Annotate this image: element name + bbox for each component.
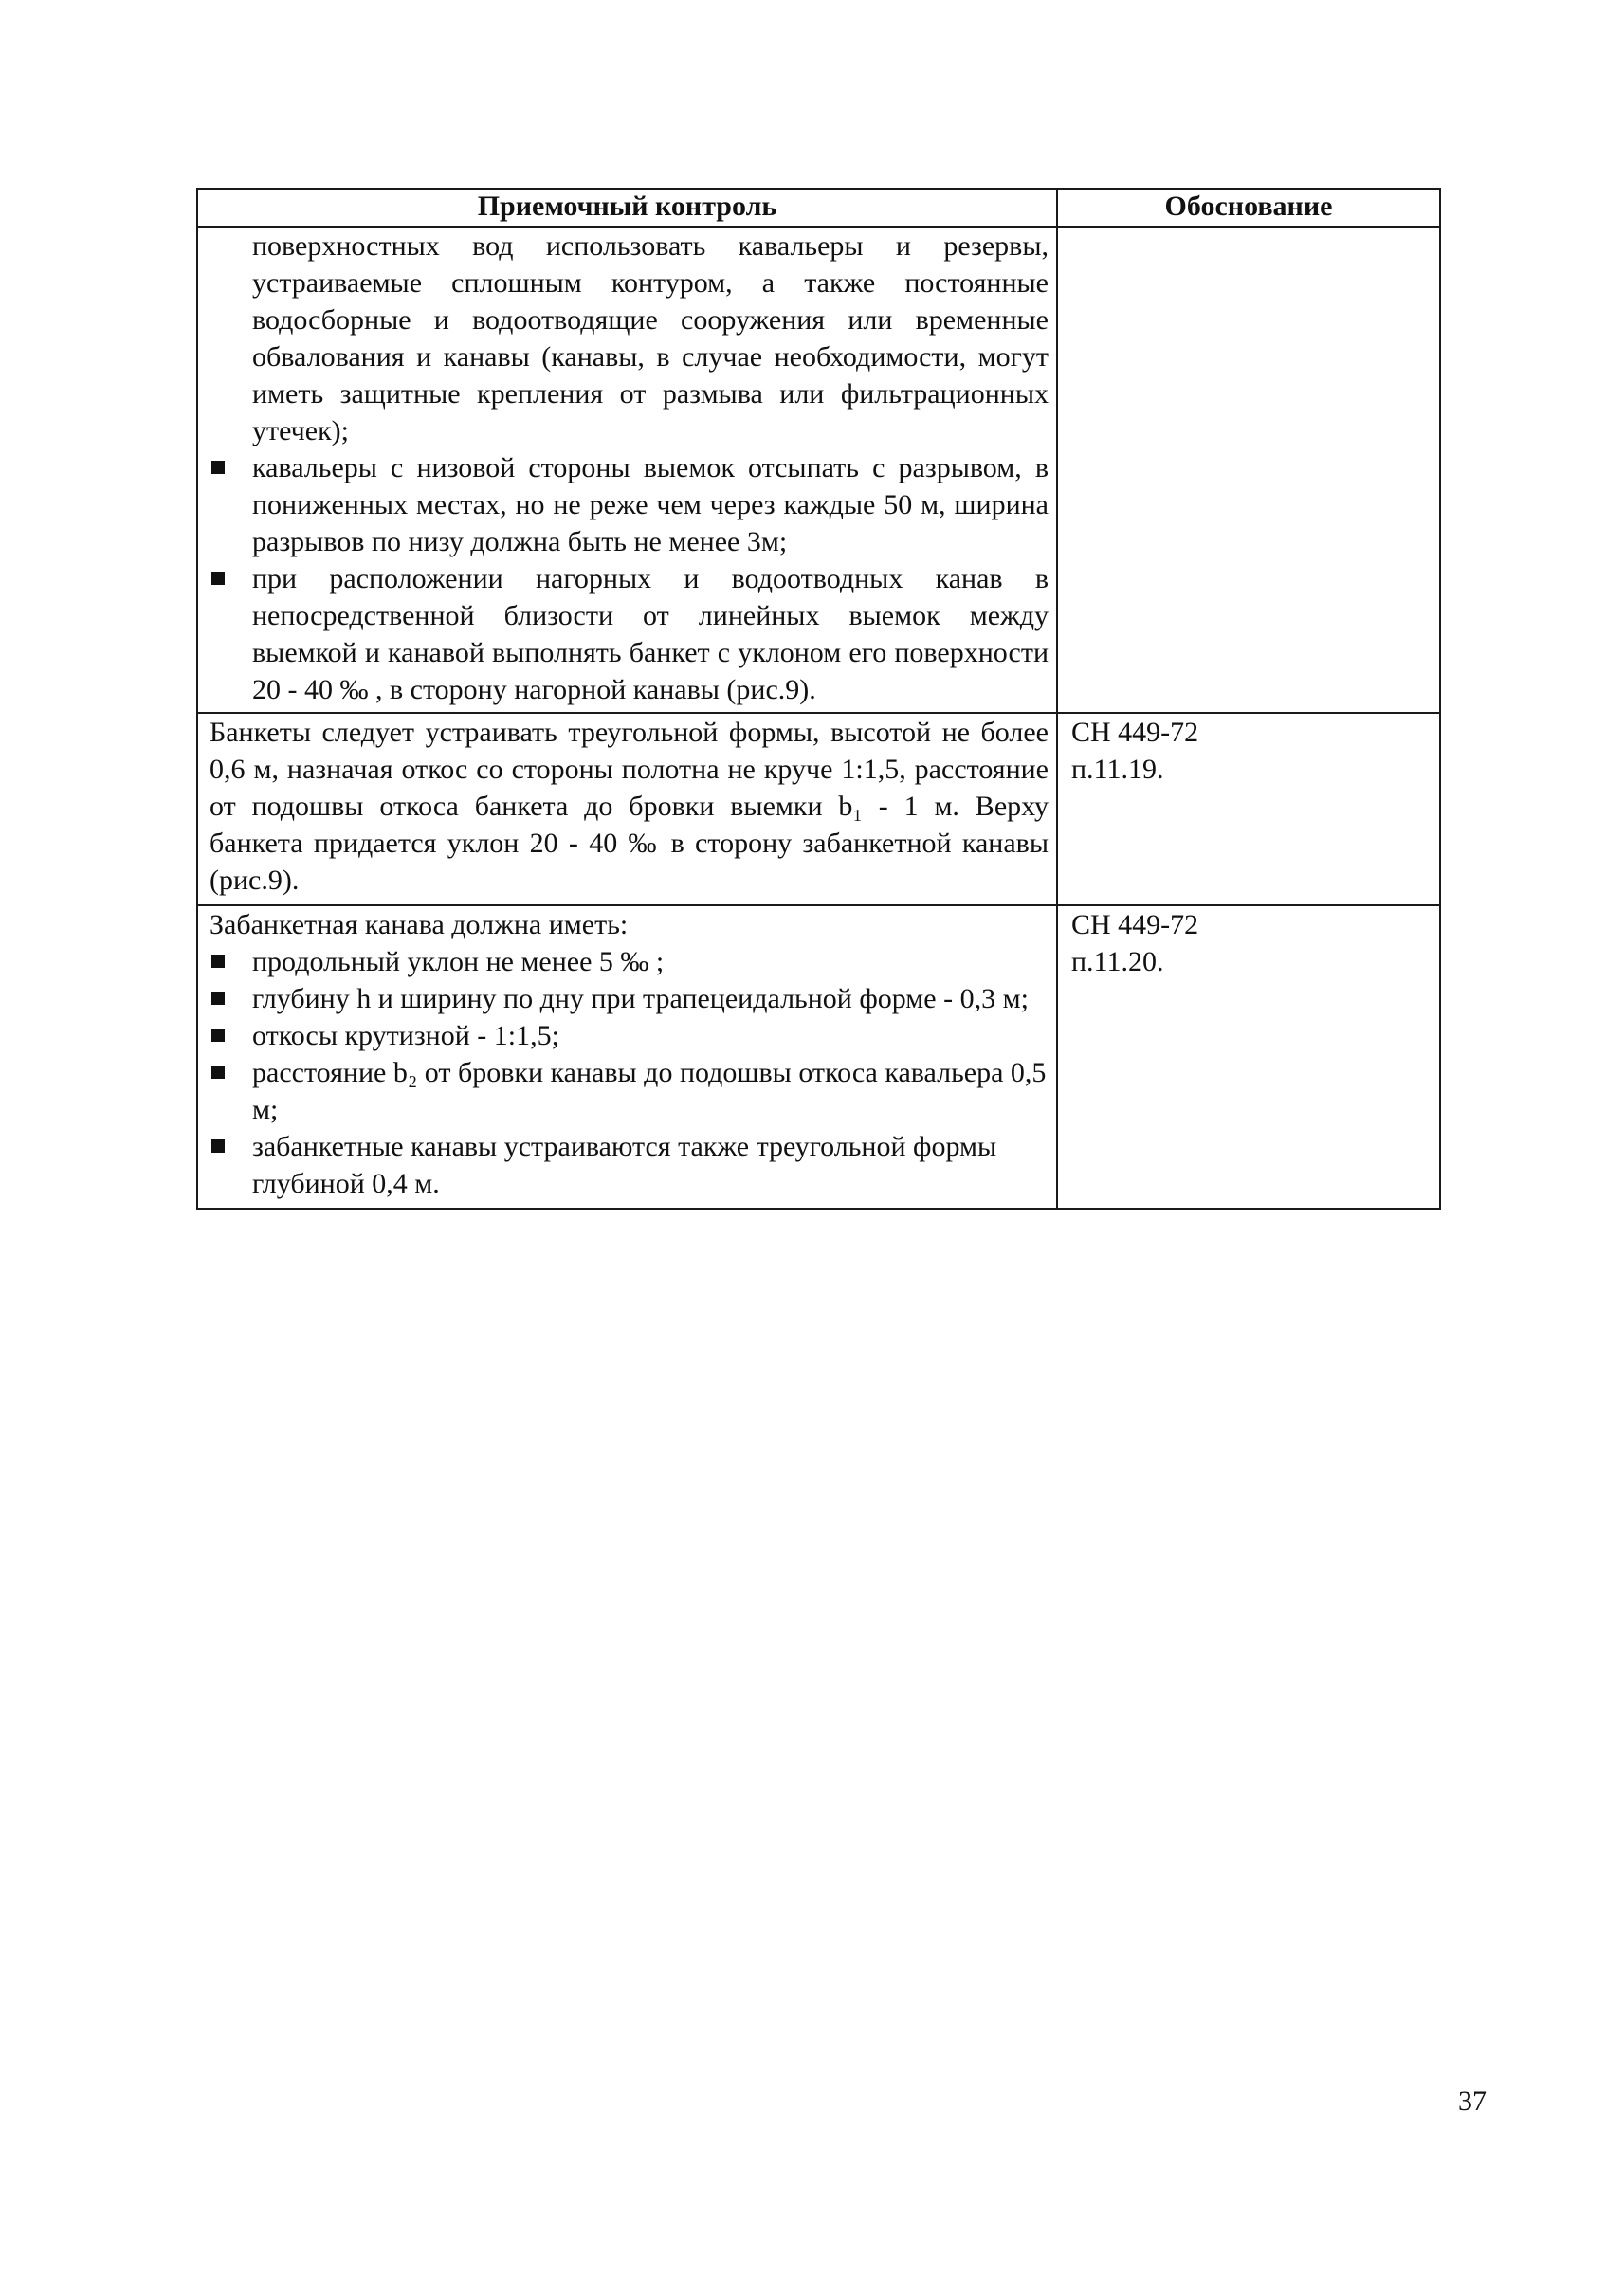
row1-control-cell	[197, 227, 1057, 713]
table-header-row	[197, 189, 1440, 227]
list-item	[210, 943, 1049, 980]
table-row	[197, 227, 1440, 713]
list-item	[210, 560, 1049, 708]
row3-bullet-2-text: глубину h и ширину по дну при трапецеидальной форме - 0,3 м;	[252, 983, 1029, 1014]
row2-control-cell	[197, 713, 1057, 905]
row2-reference-cell	[1057, 713, 1440, 905]
header-acceptance-control: Приемочный контроль	[197, 189, 1057, 227]
row3-reference-standard: СН 449-72	[1071, 909, 1199, 940]
table-row	[197, 713, 1440, 905]
row3-bullet-5-text: забанкетные канавы устраиваются также треугольной формы глубиной 0,4 м.	[252, 1131, 997, 1199]
row1-reference-cell	[1057, 227, 1440, 713]
list-item	[210, 1017, 1049, 1054]
square-bullet-icon	[211, 461, 225, 474]
row1-bullet-list	[210, 449, 1049, 708]
list-item	[210, 1054, 1049, 1128]
acceptance-control-table	[196, 188, 1441, 1210]
row3-bullet-1-text: продольный уклон не менее 5 ‰ ;	[252, 946, 665, 977]
row2-reference-standard: СН 449-72	[1071, 717, 1199, 748]
row1-bullet-2-text: при расположении нагорных и водоотводных канав в непосредственной близости от линейных выемок между выемкой и канавой выполнять банкет с уклоном его поверхности 20 - 40 ‰ , в сторону нагорной канавы (рис.9).	[252, 563, 1049, 705]
row1-bullet-1-text: кавальеры с низовой стороны выемок отсыпать с разрывом, в пониженных местах, но не реже чем через каждые 50 м, ширина разрывов по низу должна быть не менее 3м;	[252, 452, 1049, 557]
table-row	[197, 905, 1440, 1209]
list-item	[210, 1128, 1049, 1202]
row3-bullet-list	[210, 943, 1049, 1202]
square-bullet-icon	[211, 1029, 225, 1042]
row3-bullet-4-text: расстояние b₂ от бровки канавы до подошвы откоса кавальера 0,5 м;	[252, 1057, 1047, 1125]
row1-continuation-text: поверхностных вод использовать кавальеры и резервы, устраиваемые сплошным контуром, а также постоянные водосборные и водоотводящие сооружения или временные обвалования и канавы (канавы, в случае необходимости, могут иметь защитные крепления от размыва или фильтрационных утечек);	[252, 230, 1049, 446]
square-bullet-icon	[211, 992, 225, 1005]
row3-bullet-3-text: откосы крутизной - 1:1,5;	[252, 1020, 559, 1051]
row2-text: Банкеты следует устраивать треугольной формы, высотой не более 0,6 м, назначая откос со стороны полотна не круче 1:1,5, расстояние от подошвы откоса банкета до бровки выемки b₁ - 1 м. Верху банкета придается уклон 20 - 40 ‰ в сторону забанкетной канавы (рис.9).	[210, 717, 1049, 896]
square-bullet-icon	[211, 572, 225, 585]
list-item	[210, 449, 1049, 560]
row3-reference-clause: п.11.20.	[1071, 946, 1164, 977]
row3-reference-cell	[1057, 905, 1440, 1209]
row3-control-cell	[197, 905, 1057, 1209]
header-justification: Обоснование	[1057, 189, 1440, 227]
square-bullet-icon	[211, 1139, 225, 1153]
square-bullet-icon	[211, 1066, 225, 1079]
page-number: 37	[1458, 2086, 1487, 2117]
list-item	[210, 980, 1049, 1017]
row2-reference-clause: п.11.19.	[1071, 754, 1164, 785]
square-bullet-icon	[211, 955, 225, 968]
row3-intro-text: Забанкетная канава должна иметь:	[210, 909, 629, 940]
